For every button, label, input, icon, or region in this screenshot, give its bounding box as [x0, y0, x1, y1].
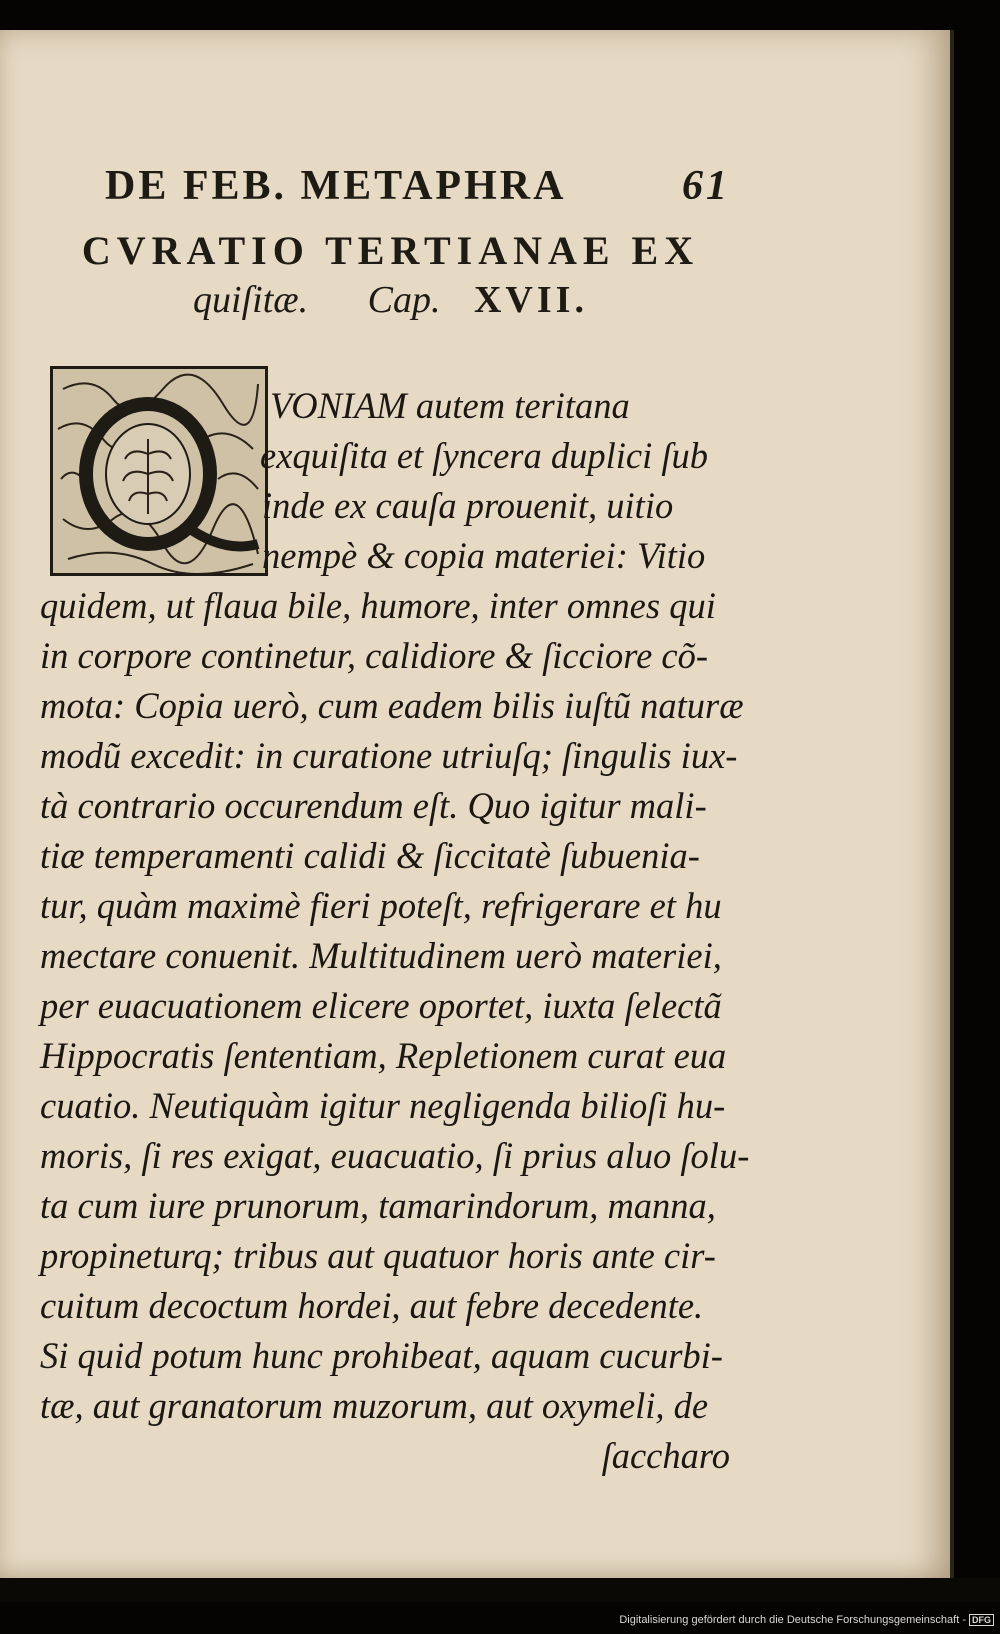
text-line: tæ, aut granatorum muzorum, aut oxymeli, de: [40, 1385, 709, 1426]
text-line: tà contrario occurendum eſt. Quo igitur mali-: [40, 785, 707, 826]
funding-note: Digitalisierung gefördert durch die Deutsche Forschungsgemeinschaft -: [619, 1614, 966, 1626]
text-line: tiæ temperamenti calidi & ſiccitatè ſubuenia-: [40, 835, 700, 876]
text-line: ta cum iure prunorum, tamarindorum, manna,: [40, 1185, 716, 1226]
book-page: [0, 30, 954, 1586]
text-line: cuatio. Neutiquàm igitur negligenda bilioſi hu-: [40, 1085, 726, 1126]
text-line: VONIAM autem teritana: [270, 385, 630, 426]
text-line: tur, quàm maximè fieri poteſt, refrigerare et hu: [40, 885, 722, 926]
chapter-title-line2: [48, 278, 733, 322]
text-line: nempè & copia materiei: Vitio: [262, 535, 706, 576]
page-number: 61: [682, 163, 730, 209]
chapter-label: Cap.: [367, 279, 441, 321]
text-line: inde ex cauſa prouenit, uitio: [262, 485, 674, 526]
dfg-logo: DFG: [969, 1614, 994, 1626]
text-line: modũ excedit: in curatione utriuſq; ſingulis iux-: [40, 735, 738, 776]
running-title: DE FEB. METAPHRA: [105, 163, 567, 209]
chapter-title-word: quiſitæ.: [193, 279, 309, 321]
text-line: exquiſita et ſyncera duplici ſub: [260, 435, 709, 476]
woodcut-initial-icon: [53, 369, 265, 573]
text-line: per euacuationem elicere oportet, iuxta ſelectã: [40, 985, 722, 1026]
text-line: quidem, ut flaua bile, humore, inter omnes qui: [40, 585, 716, 626]
page-bottom-edge: [0, 1578, 1000, 1602]
digitization-footer: [619, 1614, 994, 1626]
text-line: propineturq; tribus aut quatuor horis ante cir-: [40, 1235, 716, 1276]
text-line: in corpore continetur, calidiore & ſicciore cõ-: [40, 635, 708, 676]
text-line: cuitum decoctum hordei, aut febre decedente.: [40, 1285, 704, 1326]
text-line: mota: Copia uerò, cum eadem bilis iuſtũ naturæ: [40, 685, 744, 726]
running-header: [105, 162, 730, 222]
text-line: Hippocratis ſententiam, Repletionem curat eua: [40, 1035, 727, 1076]
text-line: mectare conuenit. Multitudinem uerò materiei,: [40, 935, 722, 976]
chapter-number: XVII.: [473, 279, 588, 321]
text-line: Si quid potum hunc prohibeat, aquam cucurbi-: [40, 1335, 723, 1376]
decorated-initial-q: [50, 366, 268, 576]
chapter-title-line1: CVRATIO TERTIANAE EX: [81, 228, 700, 273]
text-line: moris, ſi res exigat, euacuatio, ſi prius aluo ſolu-: [40, 1135, 750, 1176]
catchword: ſaccharo: [601, 1435, 730, 1476]
